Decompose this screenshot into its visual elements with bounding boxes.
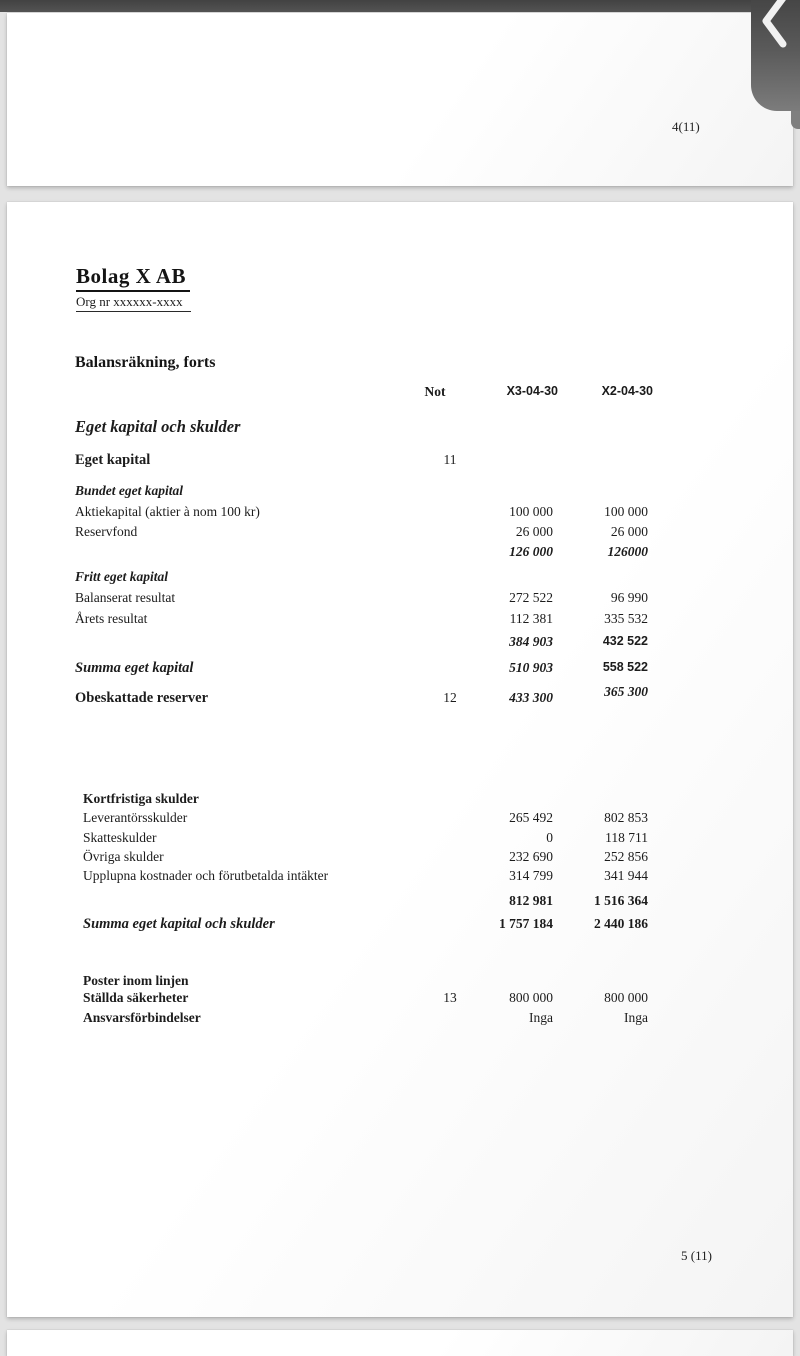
value-year2: 432 522	[602, 634, 648, 648]
value-year2: 335 532	[604, 611, 648, 626]
value-year2: 802 853	[604, 810, 648, 825]
column-header-year2: X2-04-30	[601, 384, 653, 398]
row-label: Fritt eget kapital	[75, 569, 168, 584]
row-label: Leverantörsskulder	[83, 810, 188, 825]
column-header-not: Not	[424, 384, 446, 399]
page-previous	[7, 13, 793, 186]
statement-row	[7, 544, 793, 562]
statement-row	[7, 452, 793, 470]
row-label: Balanserat resultat	[75, 590, 176, 605]
statement-row	[7, 810, 793, 828]
row-label: Årets resultat	[75, 611, 148, 626]
value-year1: Inga	[529, 1010, 553, 1025]
page-number-main: 5 (11)	[681, 1248, 712, 1263]
value-year2: 26 000	[610, 524, 648, 539]
value-year2: 558 522	[602, 660, 648, 674]
value-year2: 2 440 186	[594, 916, 648, 931]
statement-row	[7, 611, 793, 629]
note-reference: 13	[443, 990, 457, 1005]
row-label: Summa eget kapital	[75, 660, 194, 676]
value-year1: 100 000	[509, 504, 553, 519]
row-label: Eget kapital och skulder	[75, 417, 241, 436]
row-label: Skatteskulder	[83, 830, 157, 845]
statement-row	[7, 830, 793, 848]
value-year1: 232 690	[509, 849, 553, 864]
value-year1: 433 300	[509, 690, 553, 705]
chevron-left-icon	[752, 0, 798, 55]
value-year1: 314 799	[509, 868, 553, 883]
value-year2: 365 300	[604, 684, 648, 699]
statement-rows	[7, 202, 793, 1317]
statement-row	[7, 1010, 793, 1028]
value-year2: 96 990	[610, 590, 648, 605]
row-label: Upplupna kostnader och förutbetalda intäkter	[83, 868, 329, 883]
value-year1: 800 000	[509, 990, 553, 1005]
statement-row	[7, 791, 793, 809]
org-number: Org nr xxxxxx-xxxx	[76, 294, 191, 312]
statement-row	[7, 569, 793, 587]
note-reference: 12	[443, 690, 457, 705]
row-label: Kortfristiga skulder	[83, 791, 199, 806]
row-label: Summa eget kapital och skulder	[83, 916, 275, 932]
statement-row	[7, 417, 793, 435]
top-bar	[0, 0, 800, 12]
row-label: Övriga skulder	[83, 849, 164, 864]
value-year1: 1 757 184	[499, 916, 553, 931]
statement-row	[7, 660, 793, 678]
row-label: Ansvarsförbindelser	[83, 1010, 201, 1025]
statement-row	[7, 524, 793, 542]
value-year1: 265 492	[509, 810, 553, 825]
row-label: Eget kapital	[75, 452, 151, 468]
value-year1: 112 381	[509, 611, 553, 626]
statement-row	[7, 990, 793, 1008]
value-year2: 118 711	[605, 830, 648, 845]
value-year2: 1 516 364	[594, 893, 648, 908]
page-number-prev: 4(11)	[672, 119, 700, 134]
row-label: Aktiekapital (aktier à nom 100 kr)	[75, 504, 260, 519]
statement-row	[7, 590, 793, 608]
value-year1: 272 522	[509, 590, 553, 605]
company-name: Bolag X AB	[76, 264, 190, 292]
note-reference: 11	[443, 452, 457, 467]
value-year2: 100 000	[604, 504, 648, 519]
value-year1: 26 000	[515, 524, 553, 539]
value-year2: 341 944	[604, 868, 648, 883]
statement-row	[7, 868, 793, 886]
value-year2: 800 000	[604, 990, 648, 1005]
value-year1: 0	[546, 830, 553, 845]
statement-row	[7, 634, 793, 652]
statement-row	[7, 973, 793, 991]
statement-row	[7, 504, 793, 522]
column-header-year1: X3-04-30	[506, 384, 558, 398]
row-label: Poster inom linjen	[83, 973, 189, 988]
value-year1: 126 000	[509, 544, 553, 559]
value-year2: 126000	[607, 544, 648, 559]
page-next	[7, 1330, 793, 1356]
statement-row	[7, 684, 793, 708]
statement-row	[7, 893, 793, 911]
row-label: Bundet eget kapital	[75, 483, 183, 498]
row-label: Obeskattade reserver	[75, 690, 209, 706]
back-button-tab	[791, 110, 800, 129]
statement-row	[7, 483, 793, 501]
row-label: Reservfond	[75, 524, 138, 539]
statement-row	[7, 916, 793, 934]
value-year1: 812 981	[509, 893, 553, 908]
row-label: Ställda säkerheter	[83, 990, 189, 1005]
back-button[interactable]	[751, 0, 800, 111]
value-year1: 384 903	[509, 634, 553, 649]
page-main	[7, 202, 793, 1317]
statement-row	[7, 849, 793, 867]
value-year1: 510 903	[509, 660, 553, 675]
value-year2: 252 856	[604, 849, 648, 864]
value-year2: Inga	[624, 1010, 648, 1025]
statement-title: Balansräkning, forts	[75, 354, 216, 371]
